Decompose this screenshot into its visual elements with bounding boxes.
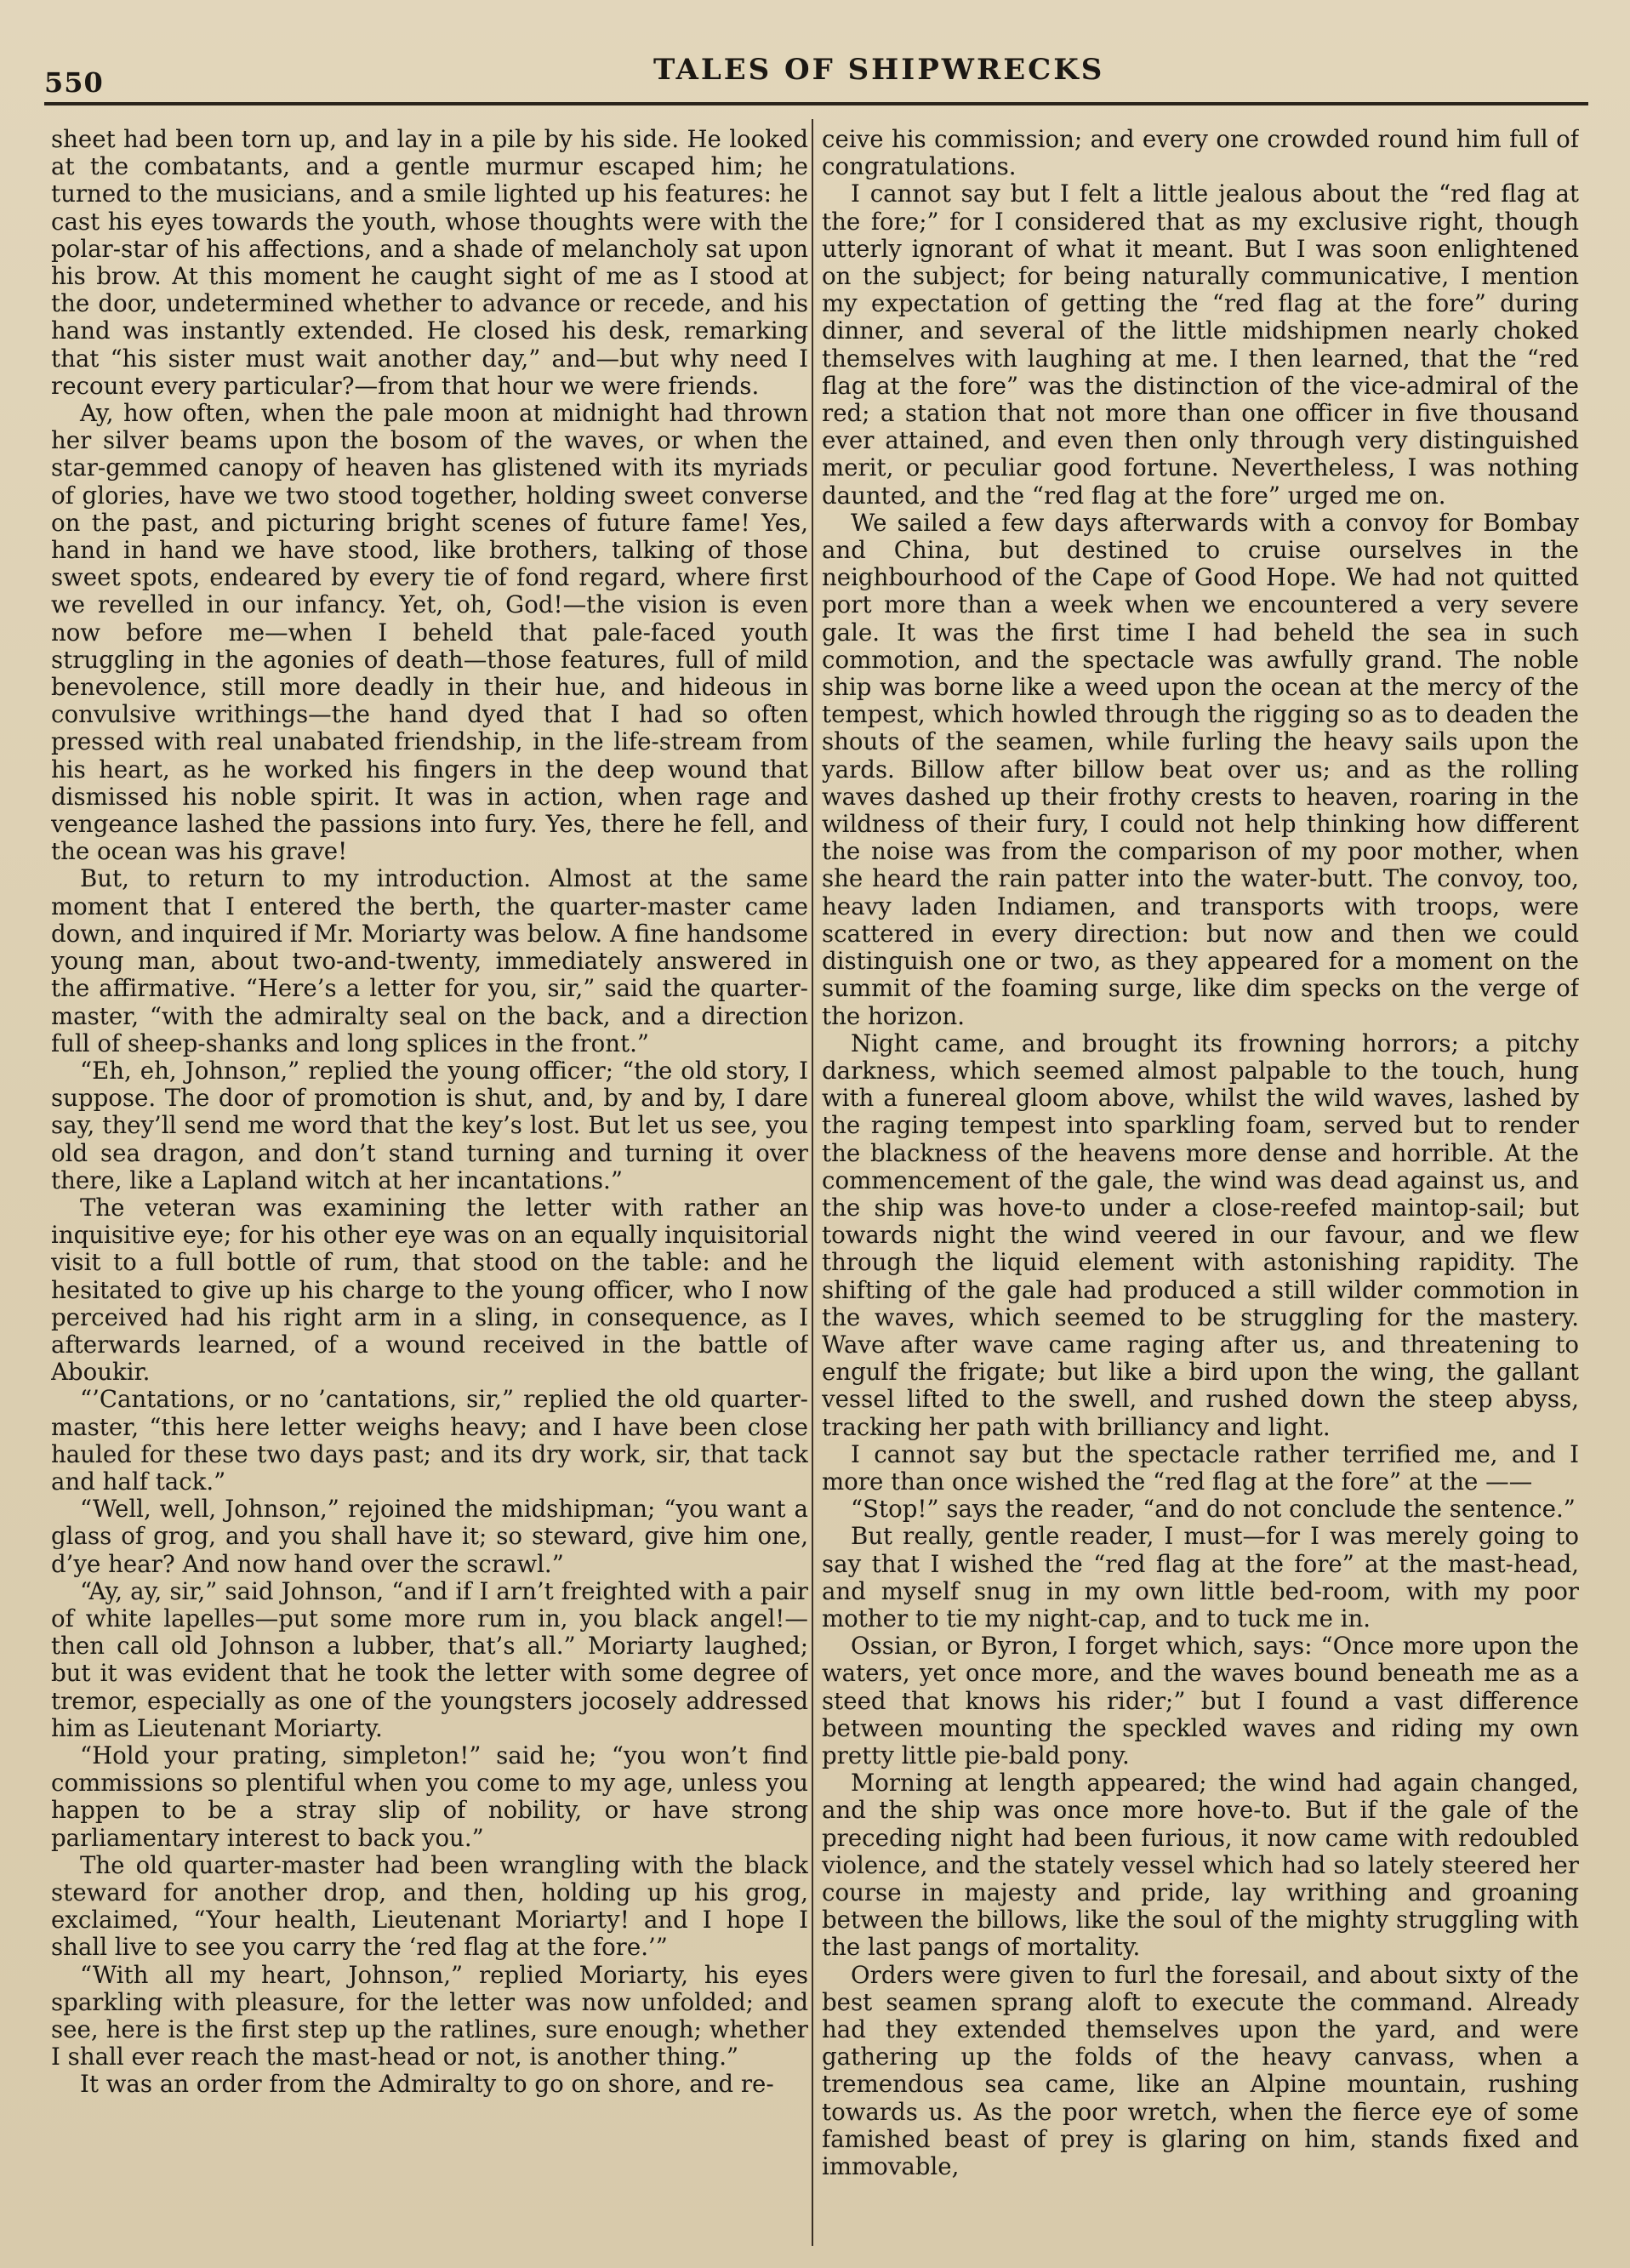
paragraph: I cannot say but the spectacle rather terrified me, and I more than once wished the “red flag at the fore” at the —— [822,1439,1579,1496]
paragraph: Night came, and brought its frowning horrors; a pitchy darkness, which seemed almost palpable to the touch, hung with a funereal gloom above, whilst the wild waves, lashed by the raging tempest into sparkling foam, served but to render the blackness of the heavens more dense and horrible. At the commencement of the gale, the wind was dead against us, and the ship was hove-to under a close-reefed maintop-sail; but towards night the wind veered in our favour, and we flew through the liquid element with astonishing rapidity. The shifting of the gale had produced a still wilder commotion in the waves, which seemed to be struggling for the mastery. Wave after wave came raging after us, and threatening to engulf the frigate; but like a bird upon the wing, the gallant vessel lifted to the swell, and rushed down the steep abyss, tracking her path with brilliancy and light. [822,1029,1579,1441]
paragraph: I cannot say but I felt a little jealous about the “red flag at the fore;” for I considered that as my exclusive right, though utterly ignorant of what it meant. But I was soon enlightened on the subject; for being naturally communicative, I mention my expectation of getting the “red flag at the fore” during dinner, and several of the little midshipmen nearly choked themselves with laughing at me. I then learned, that the “red flag at the fore” was the distinction of the vice-admiral of the red; a station that not more than one officer in five thousand ever attained, and even then only through very distinguished merit, or peculiar good fortune. Nevertheless, I was nothing daunted, and the “red flag at the fore” urged me on. [822,180,1579,510]
paragraph: “Well, well, Johnson,” rejoined the midshipman; “you want a glass of grog, and you shall have it; so steward, give him one, d’ye hear? And now hand over the scrawl.” [51,1495,808,1578]
page-number: 550 [44,66,104,99]
paragraph: Ossian, or Byron, I forget which, says: “Once more upon the waters, yet once more, and the waves bound beneath me as a steed that knows his rider;” but I found a vast difference between mounting the speckled waves and riding my own pretty little pie-bald pony. [822,1632,1579,1769]
paragraph: Morning at length appeared; the wind had again changed, and the ship was once more hove-to. But if the gale of the preceding night had been furious, it now came with redoubled violence, and the stately vessel which had so lately steered her course in majesty and pride, lay writhing and groaning between the billows, like the soul of the mighty struggling with the last pangs of mortality. [822,1769,1579,1962]
paragraph: It was an order from the Admiralty to go on shore, and re- [80,2070,774,2099]
paragraph: “Hold your prating, simpleton!” said he; “you won’t find commissions so plentiful when you come to my age, unless you happen to be a stray slip of nobility, or have strong parliamentary interest to back you.” [51,1741,808,1852]
left-column [51,126,808,2244]
right-column [822,126,1579,2244]
running-head: TALES OF SHIPWRECKS [653,53,1105,87]
paragraph: But, to return to my introduction. Almost at the same moment that I entered the berth, the quarter-master came down, and inquired if Mr. Moriarty was below. A fine handsome young man, about two-and-twenty, immediately answered in the affirmative. “Here’s a letter for you, sir,” said the quarter-master, “with the admiralty seal on the back, and a direction full of sheep-shanks and long splices in the front.” [51,864,808,1057]
paragraph: sheet had been torn up, and lay in a pile by his side. He looked at the combatants, and a gentle murmur escaped him; he turned to the musicians, and a smile lighted up his features: he cast his eyes towards the youth, whose thoughts were with the polar-star of his affections, and a shade of melancholy sat upon his brow. At this moment he caught sight of me as I stood at the door, undetermined whether to advance or recede, and his hand was instantly extended. He closed his desk, remarking that “his sister must wait another day,” and—but why need I recount every particular?—from that hour we were friends. [51,126,808,400]
paragraph: The old quarter-master had been wrangling with the black steward for another drop, and then, holding up his grog, exclaimed, “Your health, Lieutenant Moriarty! and I hope I shall live to see you carry the ‘red flag at the fore.’” [51,1850,808,1962]
paragraph: ceive his commission; and every one crowded round him full of congratulations. [822,126,1579,181]
paragraph: “With all my heart, Johnson,” replied Moriarty, his eyes sparkling with pleasure, for the letter was now unfolded; and see, here is the first step up the ratlines, sure enough; whether I shall ever reach the mast-head or not, is another thing.” [51,1960,808,2071]
paragraph: But really, gentle reader, I must—for I was merely going to say that I wished the “red flag at the fore” at the mast-head, and myself snug in my own little bed-room, with my poor mother to tie my night-cap, and to tuck me in. [822,1522,1579,1633]
paragraph: “Eh, eh, Johnson,” replied the young officer; “the old story, I suppose. The door of promotion is shut, and, by and by, I dare say, they’ll send me word that the key’s lost. But let us see, you old sea dragon, and don’t stand turning and turning it over there, like a Lapland witch at her incantations.” [51,1056,808,1194]
paragraph: Ay, how often, when the pale moon at midnight had thrown her silver beams upon the bosom of the waves, or when the star-gemmed canopy of heaven has glistened with its myriads of glories, have we two stood together, holding sweet converse on the past, and picturing bright scenes of future fame! Yes, hand in hand we have stood, like brothers, talking of those sweet spots, endeared by every tie of fond regard, where first we revelled in our infancy. Yet, oh, God!—the vision is even now before me—when I beheld that pale-faced youth struggling in the agonies of death—those features, full of mild benevolence, still more deadly in their hue, and hideous in convulsive writhings—the hand dyed that I had so often pressed with real unabated friendship, in the life-stream from his heart, as he worked his fingers in the deep wound that dismissed his noble spirit. It was in action, when rage and vengeance lashed the passions into fury. Yes, there he fell, and the ocean was his grave! [51,399,808,866]
column-divider [812,119,813,2246]
paragraph: “Stop!” says the reader, “and do not conclude the sentence.” [851,1495,1576,1524]
header-rule [44,102,1588,105]
paragraph: The veteran was examining the letter with rather an inquisitive eye; for his other eye was on an equally inquisitorial visit to a full bottle of rum, that stood on the table: and he hesitated to give up his charge to the young officer, who I now perceived had his right arm in a sling, in consequence, as I afterwards learned, of a wound received in the battle of Aboukir. [51,1193,808,1387]
paragraph: “’Cantations, or no ’cantations, sir,” replied the old quarter-master, “this here letter weighs heavy; and I have been close hauled for these two days past; and its dry work, sir, that tack and half tack.” [51,1385,808,1496]
paragraph: We sailed a few days afterwards with a convoy for Bombay and China, but destined to cruise ourselves in the neighbourhood of the Cape of Good Hope. We had not quitted port more than a week when we encountered a very severe gale. It was the first time I had beheld the sea in such commotion, and the spectacle was awfully grand. The noble ship was borne like a weed upon the ocean at the mercy of the tempest, which howled through the rigging so as to deaden the shouts of the seamen, while furling the heavy sails upon the yards. Billow after billow beat over us; and as the rolling waves dashed up their frothy crests to heaven, roaring in the wildness of their fury, I could not help thinking how different the noise was from the comparison of my poor mother, when she heard the rain patter into the water-butt. The convoy, too, heavy laden Indiamen, and transports with troops, were scattered in every direction: but now and then we could distinguish one or two, as they appeared for a moment on the summit of the foaming surge, like dim specks on the verge of the horizon. [822,508,1579,1030]
paragraph: “Ay, ay, sir,” said Johnson, “and if I arn’t freighted with a pair of white lapelles—put some more rum in, you black angel!—then call old Johnson a lubber, that’s all.” Moriarty laughed; but it was evident that he took the letter with some degree of tremor, especially as one of the youngsters jocosely addressed him as Lieutenant Moriarty. [51,1576,808,1742]
paragraph: Orders were given to furl the foresail, and about sixty of the best seamen sprang aloft to execute the command. Already had they extended themselves upon the yard, and were gathering up the folds of the heavy canvass, when a tremendous sea came, like an Alpine mountain, rushing towards us. As the poor wretch, when the fierce eye of some famished beast of prey is glaring on him, stands fixed and immovable, [822,1960,1579,2181]
page-header [0,44,1630,99]
